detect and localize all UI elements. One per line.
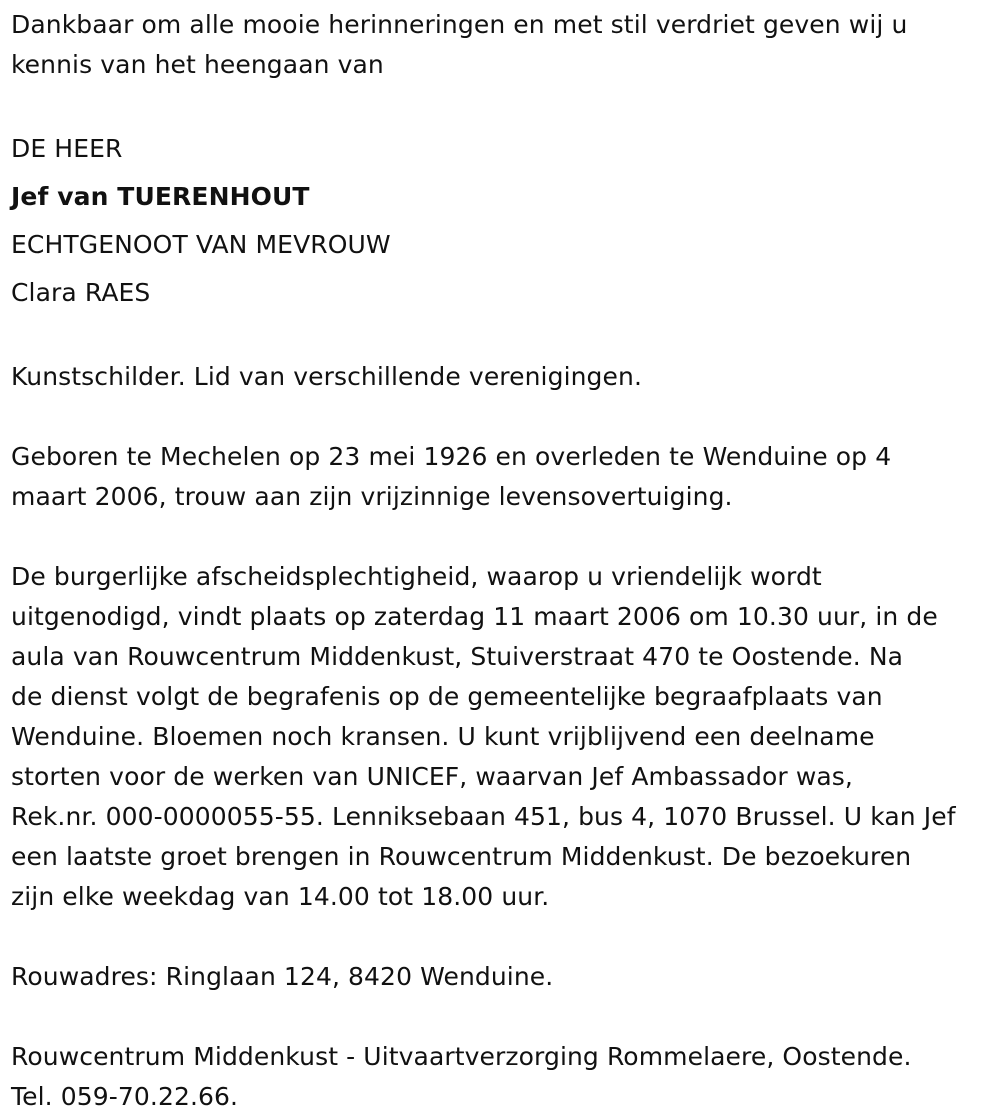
funeral-home-phone: Tel. 059-70.22.66. bbox=[11, 1082, 239, 1111]
deceased-relation: ECHTGENOOT VAN MEVROUW bbox=[11, 230, 391, 259]
ceremony-line: Wenduine. Bloemen noch kransen. U kunt vrijblijvend een deelname bbox=[11, 722, 875, 751]
deceased-block bbox=[11, 125, 991, 317]
spacer bbox=[11, 85, 991, 125]
spacer bbox=[11, 317, 991, 357]
ceremony-line: zijn elke weekdag van 14.00 tot 18.00 uur. bbox=[11, 882, 550, 911]
mourning-address: Rouwadres: Ringlaan 124, 8420 Wenduine. bbox=[11, 962, 554, 991]
intro-paragraph bbox=[11, 0, 991, 85]
obituary-notice bbox=[11, 0, 991, 1117]
deceased-name: Jef van TUERENHOUT bbox=[11, 182, 310, 211]
ceremony-line: Rek.nr. 000-0000055-55. Lenniksebaan 451, bus 4, 1070 Brussel. U kan Jef bbox=[11, 802, 956, 831]
spacer bbox=[11, 997, 991, 1037]
occupation-line: Kunstschilder. Lid van verschillende verenigingen. bbox=[11, 362, 643, 391]
ceremony-line: De burgerlijke afscheidsplechtigheid, waarop u vriendelijk wordt bbox=[11, 562, 822, 591]
intro-line: kennis van het heengaan van bbox=[11, 50, 384, 79]
ceremony-line: aula van Rouwcentrum Middenkust, Stuiverstraat 470 te Oostende. Na bbox=[11, 642, 904, 671]
ceremony-line: uitgenodigd, vindt plaats op zaterdag 11 maart 2006 om 10.30 uur, in de bbox=[11, 602, 938, 631]
ceremony-paragraph bbox=[11, 557, 991, 917]
spacer bbox=[11, 397, 991, 437]
spouse-name: Clara RAES bbox=[11, 278, 151, 307]
deceased-title: DE HEER bbox=[11, 134, 123, 163]
spacer bbox=[11, 517, 991, 557]
ceremony-line: een laatste groet brengen in Rouwcentrum Middenkust. De bezoekuren bbox=[11, 842, 912, 871]
funeral-home-line: Rouwcentrum Middenkust - Uitvaartverzorging Rommelaere, Oostende. bbox=[11, 1042, 912, 1071]
ceremony-line: storten voor de werken van UNICEF, waarvan Jef Ambassador was, bbox=[11, 762, 853, 791]
occupation-paragraph bbox=[11, 357, 991, 397]
intro-line: Dankbaar om alle mooie herinneringen en met stil verdriet geven wij u bbox=[11, 10, 908, 39]
ceremony-line: de dienst volgt de begrafenis op de gemeentelijke begraafplaats van bbox=[11, 682, 883, 711]
address-paragraph bbox=[11, 957, 991, 997]
birth-death-paragraph bbox=[11, 437, 991, 517]
spacer bbox=[11, 917, 991, 957]
birth-death-line: maart 2006, trouw aan zijn vrijzinnige levensovertuiging. bbox=[11, 482, 733, 511]
birth-death-line: Geboren te Mechelen op 23 mei 1926 en overleden te Wenduine op 4 bbox=[11, 442, 892, 471]
funeral-home-paragraph bbox=[11, 1037, 991, 1117]
